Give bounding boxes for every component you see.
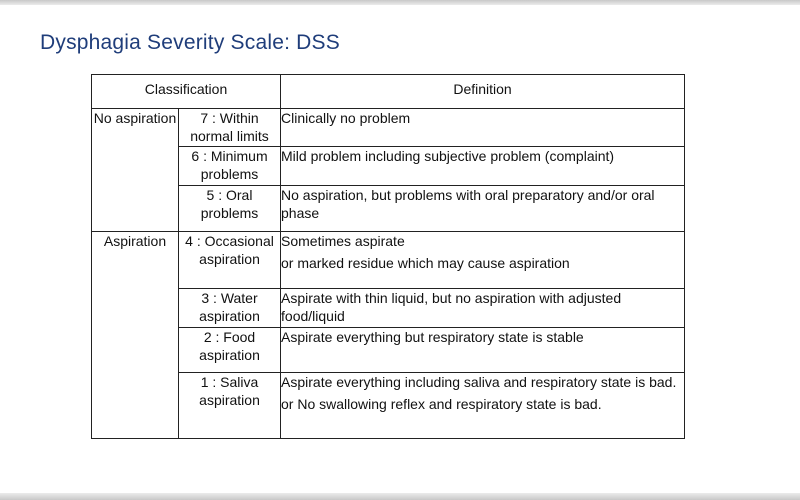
bottom-border-band [0, 493, 800, 500]
definition-line: Clinically no problem [281, 110, 411, 126]
definition-5 [281, 186, 685, 232]
table-row [92, 328, 685, 373]
definition-line: Aspirate everything but respiratory state is stable [281, 329, 584, 345]
table-row [92, 147, 685, 186]
top-border-band [0, 0, 800, 5]
definition-line: or No swallowing reflex and respiratory state is bad. [281, 396, 602, 412]
group-no-aspiration: No aspiration [92, 109, 179, 232]
table-row [92, 186, 685, 232]
level-7: 7 : Within normal limits [179, 109, 281, 147]
definition-line: Mild problem including subjective problem (complaint) [281, 148, 615, 164]
level-5: 5 : Oral problems [179, 186, 281, 232]
table-header-row [92, 75, 685, 109]
definition-2 [281, 328, 685, 373]
level-2: 2 : Food aspiration [179, 328, 281, 373]
table-row [92, 109, 685, 147]
table-row [92, 289, 685, 328]
definition-1 [281, 373, 685, 439]
definition-6 [281, 147, 685, 186]
definition-line: Aspirate everything including saliva and respiratory state is bad. [281, 374, 677, 390]
table-row [92, 232, 685, 289]
page-title: Dysphagia Severity Scale: DSS [40, 31, 340, 54]
level-1: 1 : Saliva aspiration [179, 373, 281, 439]
definition-line: Aspirate with thin liquid, but no aspiration with adjusted food/liquid [281, 290, 622, 324]
definition-header: Definition [281, 75, 685, 109]
definition-3 [281, 289, 685, 328]
definition-line: Sometimes aspirate [281, 233, 405, 249]
level-3: 3 : Water aspiration [179, 289, 281, 328]
definition-7 [281, 109, 685, 147]
group-aspiration: Aspiration [92, 232, 179, 439]
definition-line: or marked residue which may cause aspiration [281, 255, 570, 271]
dss-table [91, 74, 685, 439]
table-row [92, 373, 685, 439]
definition-4 [281, 232, 685, 289]
definition-line: No aspiration, but problems with oral preparatory and/or oral phase [281, 187, 655, 221]
classification-header: Classification [92, 75, 281, 109]
level-6: 6 : Minimum problems [179, 147, 281, 186]
level-4: 4 : Occasional aspiration [179, 232, 281, 289]
